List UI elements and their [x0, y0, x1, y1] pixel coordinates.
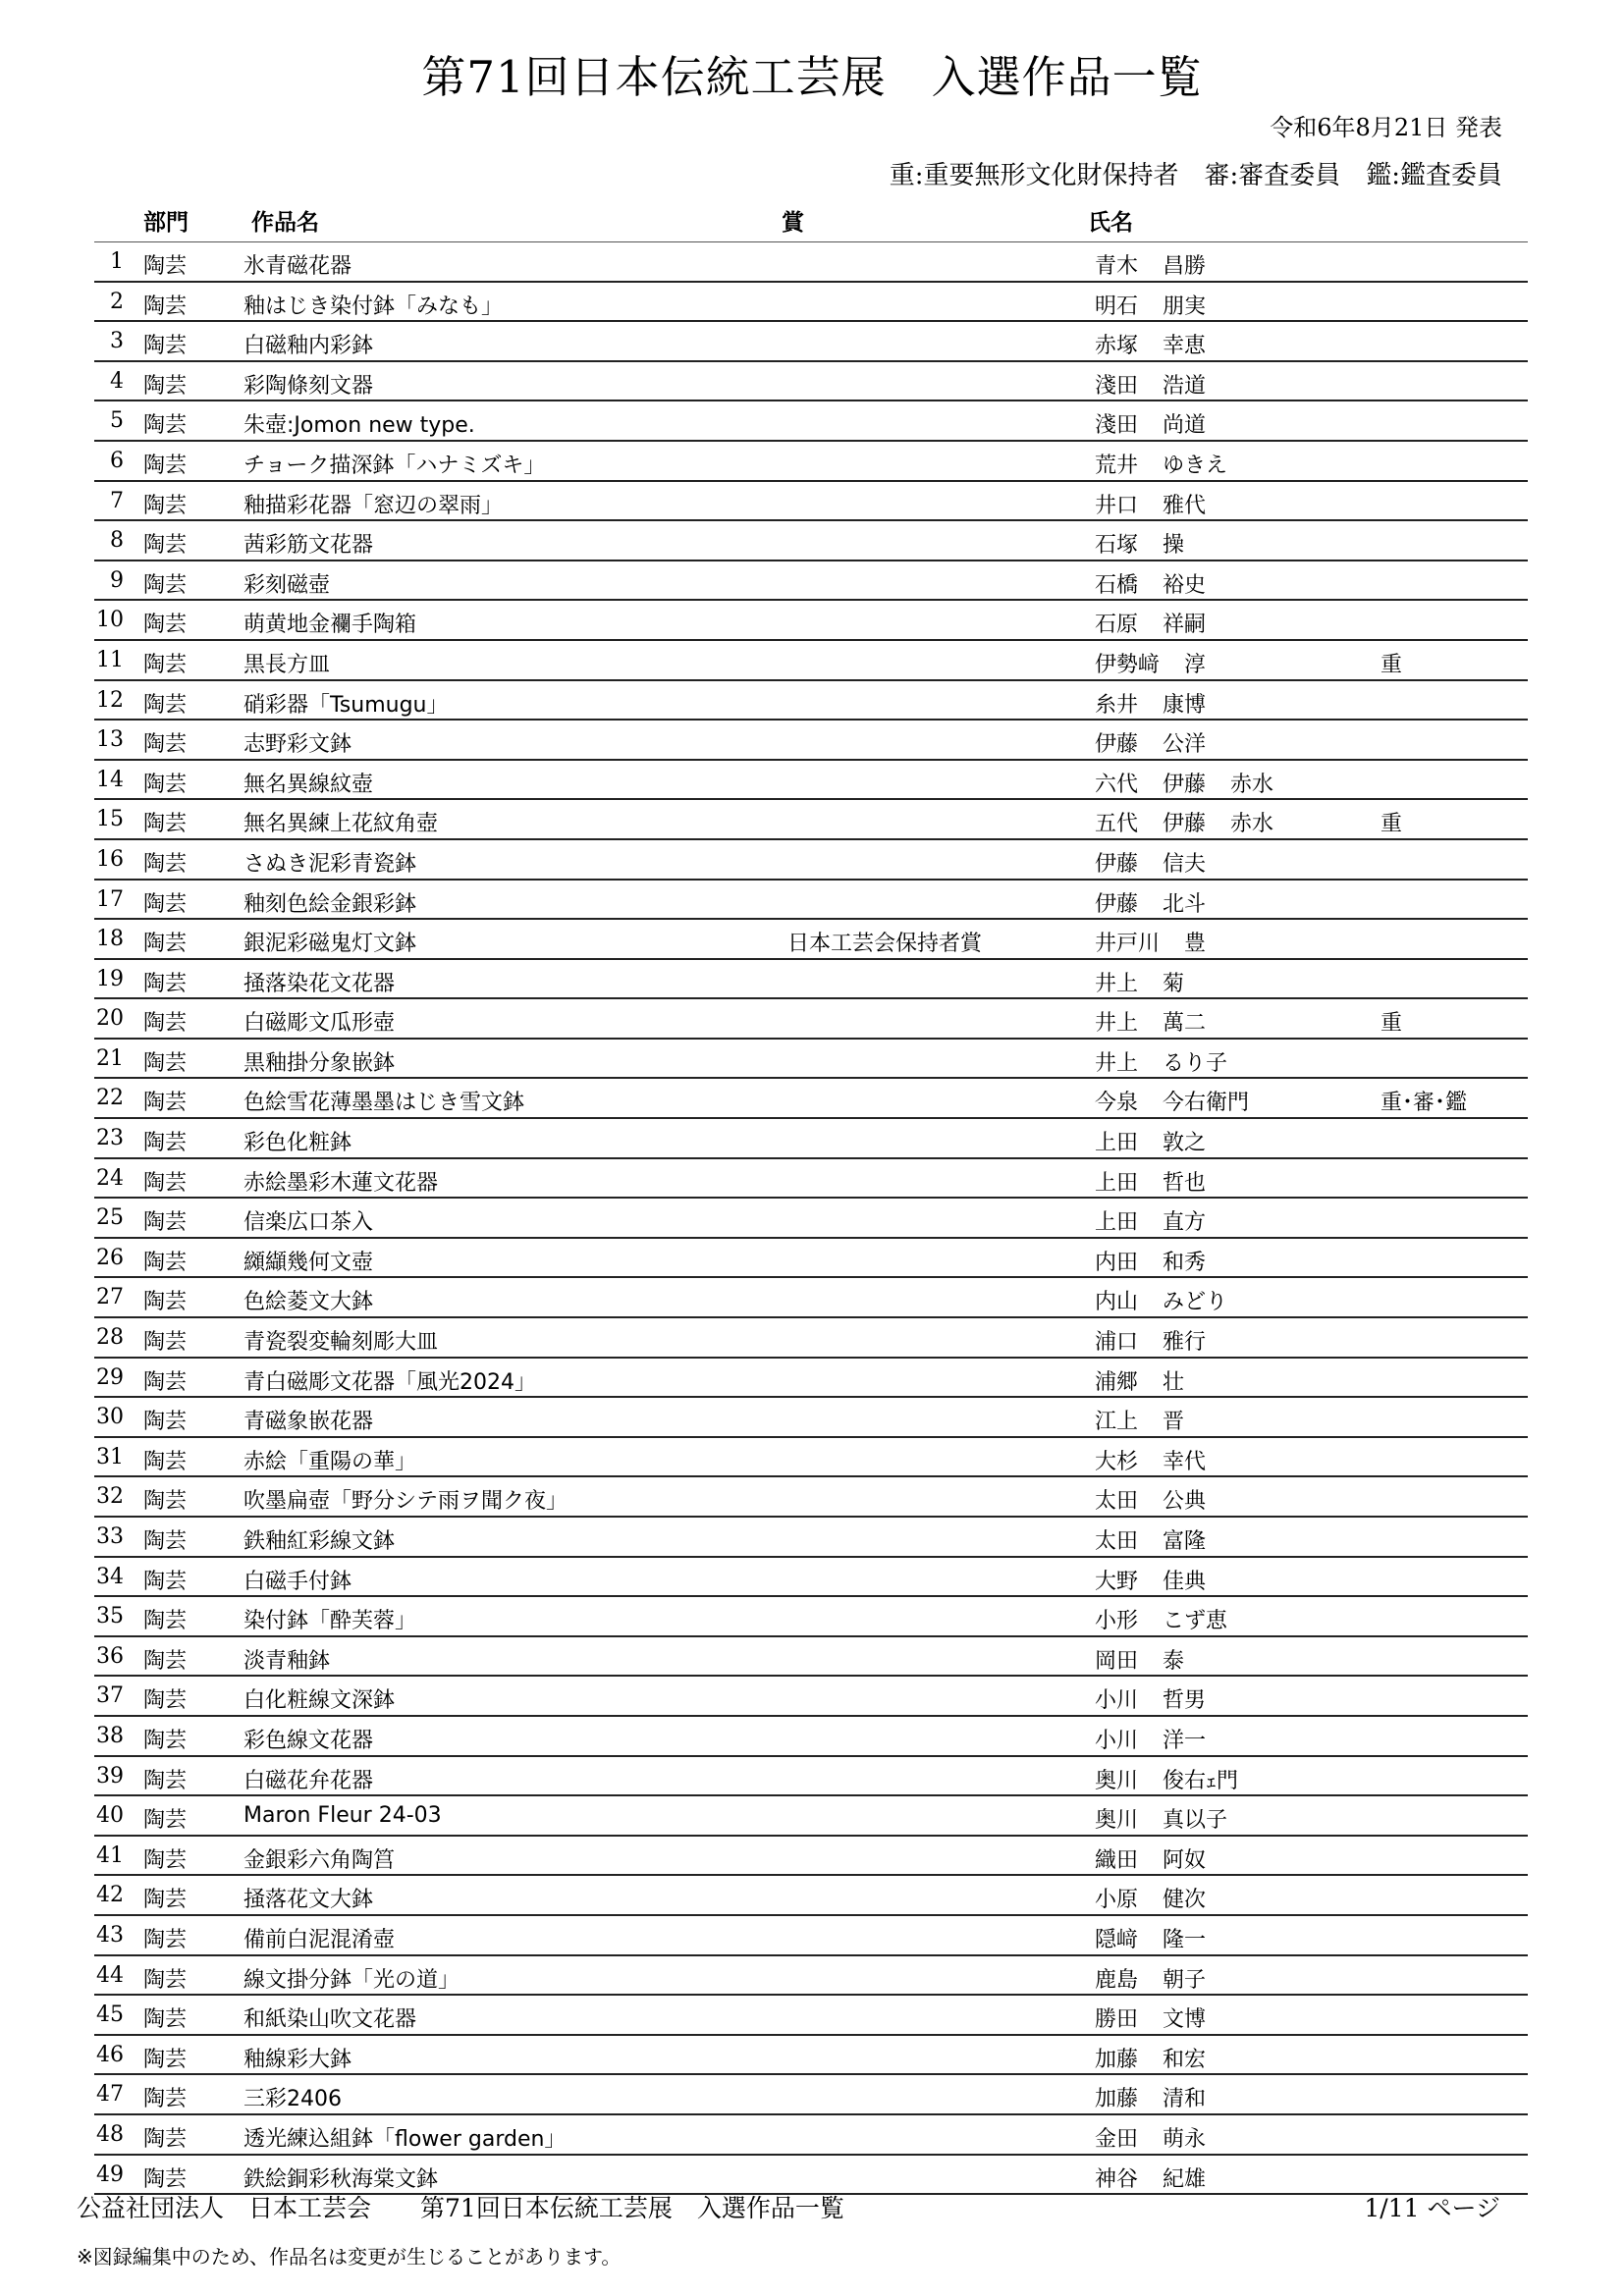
row-dept: 陶芸 — [143, 1091, 188, 1116]
table-row — [94, 561, 1528, 602]
row-work: 三彩2406 — [244, 2087, 342, 2112]
row-name: 江上 晋 — [1095, 1410, 1184, 1435]
row-work: 黒釉掛分象嵌鉢 — [244, 1050, 396, 1076]
row-name: 小川 哲男 — [1095, 1688, 1206, 1714]
row-name: 今泉 今右衛門 — [1095, 1091, 1249, 1116]
row-dept: 陶芸 — [143, 2007, 188, 2033]
table-row — [94, 1040, 1528, 1080]
row-number: 31 — [96, 1444, 124, 1469]
table-row — [94, 920, 1528, 960]
row-mark: 重 — [1380, 1011, 1403, 1037]
table-row — [94, 2075, 1528, 2115]
row-work: チョーク描深鉢「ハナミズキ」 — [244, 453, 546, 478]
row-work: 硝彩器「Tsumugu」 — [244, 692, 449, 718]
footer-org: 公益社団法人 日本工芸会 第71回日本伝統工芸展 入選作品一覧 — [77, 2194, 844, 2222]
table-row — [94, 1278, 1528, 1318]
row-work: 志野彩文鉢 — [244, 732, 352, 758]
row-number: 18 — [96, 927, 124, 952]
table-row — [94, 960, 1528, 1000]
row-work: 赤絵「重陽の華」 — [244, 1449, 417, 1474]
row-work: 釉描彩花器「窓辺の翠雨」 — [244, 493, 504, 518]
row-number: 32 — [96, 1484, 124, 1510]
row-number: 14 — [96, 767, 124, 792]
row-name: 太田 公典 — [1095, 1489, 1206, 1515]
table-row — [94, 1558, 1528, 1598]
row-dept: 陶芸 — [143, 1011, 188, 1037]
row-work: 釉線彩大鉢 — [244, 2047, 352, 2072]
row-name: 加藤 和宏 — [1095, 2047, 1206, 2072]
row-number: 33 — [96, 1524, 124, 1549]
row-dept: 陶芸 — [143, 1131, 188, 1156]
row-number: 26 — [96, 1245, 124, 1270]
table-row — [94, 1876, 1528, 1916]
row-dept: 陶芸 — [143, 1170, 188, 1196]
row-dept: 陶芸 — [143, 1927, 188, 1952]
row-number: 10 — [96, 608, 124, 633]
row-work: 赤絵墨彩木蓮文花器 — [244, 1170, 439, 1196]
table-row — [94, 1239, 1528, 1279]
row-work: 透光練込組鉢「flower garden」 — [244, 2126, 567, 2152]
row-dept: 陶芸 — [143, 294, 188, 319]
row-name: 加藤 清和 — [1095, 2087, 1206, 2112]
row-work: 和紙染山吹文花器 — [244, 2007, 417, 2033]
row-name: 荒井 ゆきえ — [1095, 453, 1227, 478]
row-name: 石塚 操 — [1095, 533, 1184, 559]
row-work: 備前白泥混淆壺 — [244, 1927, 396, 1952]
table-row — [94, 1717, 1528, 1757]
row-name: 奥川 真以子 — [1095, 1808, 1227, 1834]
row-name: 五代 伊藤 赤水 — [1095, 812, 1273, 837]
row-name: 井上 萬二 — [1095, 1011, 1206, 1037]
row-work: 白磁花弁花器 — [244, 1768, 374, 1793]
table-body — [94, 242, 1528, 2195]
table-row — [94, 1079, 1528, 1119]
row-dept: 陶芸 — [143, 732, 188, 758]
row-number: 16 — [96, 846, 124, 872]
row-number: 21 — [96, 1045, 124, 1071]
table-row — [94, 2036, 1528, 2076]
row-name: 内山 みどり — [1095, 1290, 1227, 1315]
row-name: 金田 萌永 — [1095, 2126, 1206, 2152]
row-dept: 陶芸 — [143, 1808, 188, 1834]
row-number: 41 — [96, 1842, 124, 1868]
row-work: 白化粧線文深鉢 — [244, 1688, 396, 1714]
row-dept: 陶芸 — [143, 493, 188, 518]
row-work: 朱壺:Jomon new type. — [244, 413, 475, 439]
row-work: 色絵雪花薄墨墨はじき雪文鉢 — [244, 1091, 525, 1116]
row-dept: 陶芸 — [143, 453, 188, 478]
table-row — [94, 881, 1528, 921]
row-dept: 陶芸 — [143, 1728, 188, 1753]
row-dept: 陶芸 — [143, 1967, 188, 1993]
row-dept: 陶芸 — [143, 2126, 188, 2152]
table-row — [94, 1359, 1528, 1399]
row-number: 39 — [96, 1763, 124, 1789]
row-number: 34 — [96, 1564, 124, 1589]
row-dept: 陶芸 — [143, 692, 188, 718]
row-number: 13 — [96, 727, 124, 753]
row-number: 43 — [96, 1922, 124, 1948]
table-row — [94, 681, 1528, 721]
row-name: 明石 朋実 — [1095, 294, 1206, 319]
row-number: 23 — [96, 1126, 124, 1151]
row-name: 淺田 浩道 — [1095, 373, 1206, 399]
footer — [77, 2189, 1500, 2224]
row-name: 伊藤 信夫 — [1095, 851, 1206, 877]
table-row — [94, 2115, 1528, 2156]
row-name: 岡田 泰 — [1095, 1648, 1184, 1674]
row-number: 29 — [96, 1364, 124, 1390]
row-name: 勝田 文博 — [1095, 2007, 1206, 2033]
table-row — [94, 1837, 1528, 1877]
row-dept: 陶芸 — [143, 1449, 188, 1474]
row-number: 2 — [110, 289, 124, 314]
table-row — [94, 1996, 1528, 2036]
table-row — [94, 482, 1528, 522]
row-work: 青白磁彫文花器「風光2024」 — [244, 1369, 536, 1395]
row-dept: 陶芸 — [143, 1489, 188, 1515]
row-name: 神谷 紀雄 — [1095, 2166, 1206, 2192]
row-number: 24 — [96, 1165, 124, 1191]
row-work: 信楽広口茶入 — [244, 1210, 374, 1236]
row-number: 5 — [110, 408, 124, 434]
row-name: 六代 伊藤 赤水 — [1095, 772, 1273, 797]
table-row — [94, 1956, 1528, 1997]
row-number: 19 — [96, 966, 124, 991]
row-work: 纐纈幾何文壺 — [244, 1250, 374, 1275]
row-number: 46 — [96, 2042, 124, 2067]
table-row — [94, 242, 1528, 283]
table-row — [94, 1518, 1528, 1558]
row-number: 1 — [110, 249, 124, 274]
row-name: 織田 阿奴 — [1095, 1847, 1206, 1873]
row-name: 小川 洋一 — [1095, 1728, 1206, 1753]
row-dept: 陶芸 — [143, 572, 188, 598]
table-row — [94, 1757, 1528, 1797]
table-row — [94, 800, 1528, 840]
row-number: 22 — [96, 1086, 124, 1111]
header-award: 賞 — [782, 210, 804, 236]
row-name: 小形 こず恵 — [1095, 1609, 1227, 1634]
row-name: 青木 昌勝 — [1095, 254, 1206, 279]
row-work: 掻落染花文花器 — [244, 971, 396, 996]
row-number: 4 — [110, 368, 124, 394]
row-name: 大杉 幸代 — [1095, 1449, 1206, 1474]
table-row — [94, 1199, 1528, 1239]
row-name: 奥川 俊右ｪ門 — [1095, 1768, 1238, 1793]
row-dept: 陶芸 — [143, 613, 188, 638]
table-row — [94, 840, 1528, 881]
page-indicator: 1/11 ページ — [1364, 2194, 1500, 2222]
row-work: 茜彩筋文花器 — [244, 533, 374, 559]
row-work: 染付鉢「酔芙蓉」 — [244, 1609, 417, 1634]
row-number: 37 — [96, 1683, 124, 1709]
row-number: 12 — [96, 687, 124, 713]
row-number: 7 — [110, 488, 124, 513]
row-work: 掻落花文大鉢 — [244, 1888, 374, 1913]
row-dept: 陶芸 — [143, 932, 188, 957]
row-dept: 陶芸 — [143, 2166, 188, 2192]
row-name: 上田 敦之 — [1095, 1131, 1206, 1156]
table-row — [94, 1398, 1528, 1438]
row-work: 彩刻磁壺 — [244, 572, 331, 598]
table-row — [94, 521, 1528, 561]
row-number: 11 — [96, 647, 124, 672]
row-dept: 陶芸 — [143, 413, 188, 439]
row-name: 石橋 裕史 — [1095, 572, 1206, 598]
table-row — [94, 1637, 1528, 1678]
row-number: 9 — [110, 567, 124, 593]
table-row — [94, 641, 1528, 681]
row-dept: 陶芸 — [143, 1250, 188, 1275]
table-row — [94, 721, 1528, 761]
table-row — [94, 362, 1528, 402]
row-name: 鹿島 朝子 — [1095, 1967, 1206, 1993]
row-dept: 陶芸 — [143, 1847, 188, 1873]
legend: 重:重要無形文化財保持者 審:審査委員 鑑:鑑査委員 — [889, 161, 1502, 190]
row-work: 鉄絵銅彩秋海棠文鉢 — [244, 2166, 439, 2192]
row-work: 青瓷裂変輪刻彫大皿 — [244, 1330, 439, 1356]
row-dept: 陶芸 — [143, 1609, 188, 1634]
row-work: 青磁象嵌花器 — [244, 1410, 374, 1435]
row-name: 伊藤 北斗 — [1095, 891, 1206, 917]
row-work: 白磁彫文瓜形壺 — [244, 1011, 396, 1037]
row-work: 氷青磁花器 — [244, 254, 352, 279]
row-name: 浦郷 壮 — [1095, 1369, 1184, 1395]
table-row — [94, 1318, 1528, 1359]
row-name: 淺田 尚道 — [1095, 413, 1206, 439]
row-work: 彩色化粧鉢 — [244, 1131, 352, 1156]
row-name: 内田 和秀 — [1095, 1250, 1206, 1275]
row-work: 白磁手付鉢 — [244, 1569, 352, 1594]
row-dept: 陶芸 — [143, 1888, 188, 1913]
announcement-date: 令和6年8月21日 発表 — [1270, 114, 1502, 141]
row-name: 隠﨑 隆一 — [1095, 1927, 1206, 1952]
row-work: 無名異線紋壺 — [244, 772, 374, 797]
row-name: 糸井 康博 — [1095, 692, 1206, 718]
table-row — [94, 442, 1528, 482]
row-number: 48 — [96, 2121, 124, 2147]
row-dept: 陶芸 — [143, 1330, 188, 1356]
row-work: 金銀彩六角陶筥 — [244, 1847, 396, 1873]
row-dept: 陶芸 — [143, 334, 188, 359]
row-dept: 陶芸 — [143, 1369, 188, 1395]
table-row — [94, 999, 1528, 1040]
table-row — [94, 601, 1528, 641]
row-name: 太田 富隆 — [1095, 1529, 1206, 1554]
row-number: 17 — [96, 886, 124, 912]
row-name: 井上 るり子 — [1095, 1050, 1227, 1076]
row-number: 35 — [96, 1604, 124, 1629]
row-work: さぬき泥彩青瓷鉢 — [244, 851, 417, 877]
row-dept: 陶芸 — [143, 1529, 188, 1554]
row-name: 伊勢﨑 淳 — [1095, 652, 1206, 677]
row-dept: 陶芸 — [143, 1688, 188, 1714]
table-row — [94, 1438, 1528, 1478]
row-dept: 陶芸 — [143, 533, 188, 559]
row-number: 45 — [96, 2002, 124, 2028]
row-dept: 陶芸 — [143, 1768, 188, 1793]
table-row — [94, 283, 1528, 323]
row-name: 井戸川 豊 — [1095, 932, 1206, 957]
row-work: 鉄釉紅彩線文鉢 — [244, 1529, 396, 1554]
row-work: 吹墨扁壺「野分シテ雨ヲ聞ク夜」 — [244, 1489, 568, 1515]
row-dept: 陶芸 — [143, 1648, 188, 1674]
row-dept: 陶芸 — [143, 1410, 188, 1435]
table-row — [94, 1119, 1528, 1159]
row-work: 彩色線文花器 — [244, 1728, 374, 1753]
row-dept: 陶芸 — [143, 1210, 188, 1236]
row-number: 30 — [96, 1405, 124, 1430]
row-work: 無名異練上花紋角壺 — [244, 812, 439, 837]
table-header — [94, 198, 1528, 242]
row-work: 色絵菱文大鉢 — [244, 1290, 374, 1315]
row-dept: 陶芸 — [143, 891, 188, 917]
row-dept: 陶芸 — [143, 652, 188, 677]
row-work: 淡青釉鉢 — [244, 1648, 331, 1674]
header-dept: 部門 — [143, 210, 189, 236]
table-row — [94, 1796, 1528, 1837]
row-number: 44 — [96, 1962, 124, 1988]
row-dept: 陶芸 — [143, 812, 188, 837]
row-dept: 陶芸 — [143, 2047, 188, 2072]
row-name: 赤塚 幸恵 — [1095, 334, 1206, 359]
row-number: 47 — [96, 2082, 124, 2108]
row-dept: 陶芸 — [143, 1569, 188, 1594]
row-number: 25 — [96, 1205, 124, 1231]
row-name: 井上 菊 — [1095, 971, 1184, 996]
row-number: 8 — [110, 528, 124, 554]
header-name: 氏名 — [1088, 210, 1133, 236]
row-number: 15 — [96, 807, 124, 832]
row-name: 小原 健次 — [1095, 1888, 1206, 1913]
row-name: 浦口 雅行 — [1095, 1330, 1206, 1356]
row-dept: 陶芸 — [143, 1050, 188, 1076]
row-name: 上田 直方 — [1095, 1210, 1206, 1236]
table-row — [94, 322, 1528, 362]
table-row — [94, 1159, 1528, 1200]
row-work: 黒長方皿 — [244, 652, 331, 677]
row-number: 36 — [96, 1643, 124, 1669]
footnote: ※図録編集中のため、作品名は変更が生じることがあります。 — [77, 2245, 622, 2269]
row-dept: 陶芸 — [143, 373, 188, 399]
header-work: 作品名 — [251, 210, 319, 236]
row-number: 3 — [110, 329, 124, 354]
row-name: 上田 哲也 — [1095, 1170, 1206, 1196]
row-mark: 重 — [1380, 652, 1403, 677]
row-dept: 陶芸 — [143, 851, 188, 877]
table-row — [94, 1477, 1528, 1518]
row-work: 釉刻色絵金銀彩鉢 — [244, 891, 417, 917]
row-name: 伊藤 公洋 — [1095, 732, 1206, 758]
table-row — [94, 1916, 1528, 1956]
row-mark: 重 — [1380, 812, 1403, 837]
page-title: 第71回日本伝統工芸展 入選作品一覧 — [421, 51, 1203, 103]
row-name: 大野 佳典 — [1095, 1569, 1206, 1594]
table-row — [94, 1677, 1528, 1717]
table-row — [94, 761, 1528, 801]
row-dept: 陶芸 — [143, 2087, 188, 2112]
row-work: 萌黄地金襴手陶箱 — [244, 613, 417, 638]
row-work: 釉はじき染付鉢「みなも」 — [244, 294, 504, 319]
row-number: 20 — [96, 1006, 124, 1032]
row-work: 彩陶條刻文器 — [244, 373, 374, 399]
row-dept: 陶芸 — [143, 971, 188, 996]
row-number: 42 — [96, 1883, 124, 1908]
row-award: 日本工芸会保持者賞 — [787, 932, 983, 957]
row-name: 井口 雅代 — [1095, 493, 1206, 518]
row-dept: 陶芸 — [143, 772, 188, 797]
row-name: 石原 祥嗣 — [1095, 613, 1206, 638]
table-row — [94, 401, 1528, 442]
row-dept: 陶芸 — [143, 1290, 188, 1315]
row-number: 38 — [96, 1723, 124, 1748]
table-row — [94, 1597, 1528, 1637]
row-work: 白磁釉内彩鉢 — [244, 334, 374, 359]
row-dept: 陶芸 — [143, 254, 188, 279]
row-work: 銀泥彩磁鬼灯文鉢 — [244, 932, 417, 957]
row-number: 40 — [96, 1803, 124, 1829]
row-work: Maron Fleur 24-03 — [244, 1803, 442, 1829]
row-number: 28 — [96, 1325, 124, 1351]
row-mark: 重･審･鑑 — [1380, 1091, 1468, 1116]
row-work: 線文掛分鉢「光の道」 — [244, 1967, 460, 1993]
row-number: 49 — [96, 2162, 124, 2187]
row-number: 27 — [96, 1285, 124, 1310]
row-number: 6 — [110, 448, 124, 473]
